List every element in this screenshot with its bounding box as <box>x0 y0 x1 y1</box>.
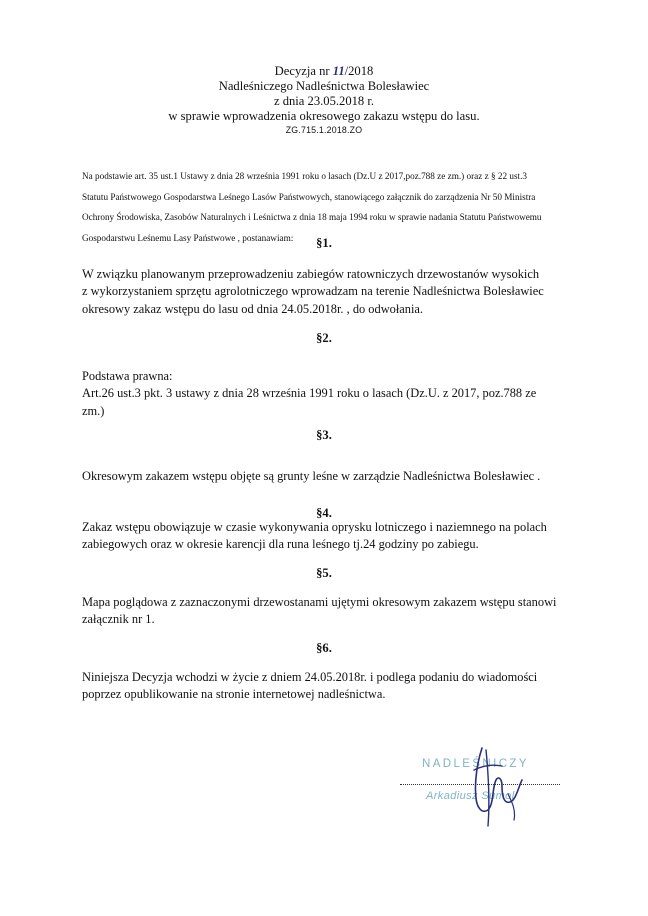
decision-title: Decyzja nr 11/2018 <box>274 64 374 78</box>
body-line: Podstawa prawna: <box>82 369 173 383</box>
section-title-4: §4. <box>316 506 332 520</box>
decision-number-handwritten: 11 <box>332 64 345 78</box>
section-body-6 <box>82 669 582 704</box>
section-body-3 <box>82 468 582 485</box>
preamble-line: Na podstawie art. 35 ust.1 Ustawy z dnia 28 września 1991 roku o lasach (Dz.U z 2017,poz.788 ze zm.) oraz z § 22 ust.3 <box>82 171 527 181</box>
body-line: W związku planowanym przeprowadzeniu zabiegów ratowniczych drzewostanów wysokich <box>82 267 540 281</box>
preamble-line: Ochrony Środowiska, Zasobów Naturalnych i Leśnictwa z dnia 18 maja 1994 roku w sprawie nadania Statutu Państwowemu <box>82 212 542 222</box>
subject-line: w sprawie wprowadzenia okresowego zakazu wstępu do lasu. <box>168 109 480 123</box>
body-line: Okresowym zakazem wstępu objęte są grunty leśne w zarządzie Nadleśnictwa Bolesławiec . <box>82 469 541 483</box>
case-reference: ZG.715.1.2018.ZO <box>285 125 363 135</box>
body-line: Zakaz wstępu obowiązuje w czasie wykonywania oprysku lotniczego i naziemnego na polach <box>82 520 547 534</box>
date-line: z dnia 23.05.2018 r. <box>273 94 375 108</box>
body-line: Art.26 ust.3 pkt. 3 ustawy z dnia 28 września 1991 roku o lasach (Dz.U. z 2017, poz.788 ze <box>82 386 537 401</box>
section-title-5: §5. <box>316 566 332 580</box>
stamp-name: Arkadiusz Sumol <box>426 790 515 802</box>
body-line: poprzez opublikowanie na stronie internetowej nadleśnictwa. <box>82 687 386 702</box>
section-title-3: §3. <box>316 428 332 442</box>
handwritten-signature-icon <box>452 740 542 830</box>
section-body-4 <box>82 519 582 554</box>
section-body-5 <box>82 594 582 629</box>
document-header <box>0 64 648 137</box>
body-line: okresowy zakaz wstępu do lasu od dnia 24.05.2018r. , do odwołania. <box>82 301 424 316</box>
stamp-title: NADLEŚNICZY <box>422 758 529 770</box>
body-line: załącznik nr 1. <box>82 612 155 627</box>
body-line: Mapa poglądowa z zaznaczonymi drzewostanami ujętymi okresowym zakazem wstępu stanowi <box>82 595 557 609</box>
section-body-2 <box>82 368 582 420</box>
preamble-line: Gospodarstwu Leśnemu Lasy Państwowe , postanawiam: <box>82 232 294 243</box>
body-line: z wykorzystaniem sprzętu agrolotniczego wprowadzam na terenie Nadleśnictwa Bolesławiec <box>82 284 544 299</box>
section-title-2: §2. <box>316 331 332 345</box>
body-line: zabiegowych oraz w okresie karencji dla runa leśnego tj.24 godziny po zabiegu. <box>82 537 479 552</box>
section-title-6: §6. <box>316 641 332 655</box>
section-body-1 <box>82 266 582 318</box>
body-line: zm.) <box>82 403 105 418</box>
issuer-line: Nadleśniczego Nadleśnictwa Bolesławiec <box>218 79 430 93</box>
body-line: Niniejsza Decyzja wchodzi w życie z dniem 24.05.2018r. i podlega podaniu do wiadomości <box>82 670 538 684</box>
section-title-1: §1. <box>316 236 332 250</box>
signature-stamp <box>400 748 590 820</box>
preamble-line: Statutu Państwowego Gospodarstwa Leśnego Lasów Państwowych, stanowiącego załącznik do zarządzenia Nr 50 Ministra <box>82 191 536 202</box>
